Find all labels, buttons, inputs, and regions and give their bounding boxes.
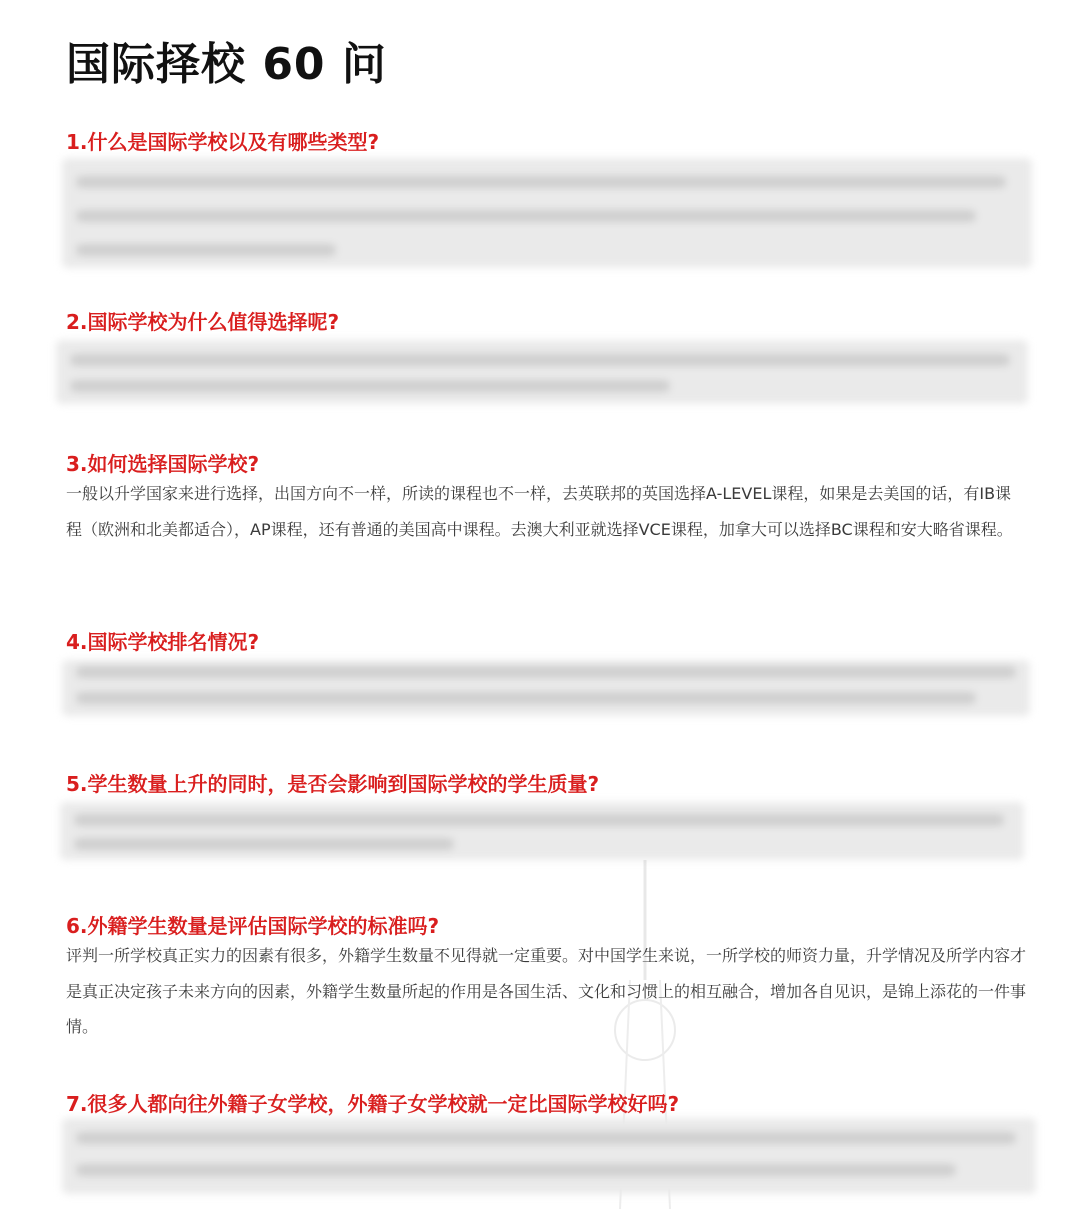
blurred-answer-1: [62, 158, 1032, 268]
question-5-heading: 5.学生数量上升的同时，是否会影响到国际学校的学生质量?: [66, 772, 600, 796]
answer-3-text: 一般以升学国家来进行选择，出国方向不一样，所读的课程也不一样，去英联邦的英国选择A-LEVEL课程，如果是去美国的话，有IB课程（欧洲和北美都适合），AP课程，还有普通的美国高中课程。去澳大利亚就选择VCE课程，加拿大可以选择BC课程和安大略省课程。: [66, 484, 1013, 539]
blurred-answer-4: [62, 660, 1030, 716]
question-3-heading: 3.如何选择国际学校?: [66, 452, 260, 476]
question-7-heading: 7.很多人都向往外籍子女学校，外籍子女学校就一定比国际学校好吗?: [66, 1092, 680, 1116]
blurred-answer-2: [56, 340, 1028, 404]
question-2-heading: 2.国际学校为什么值得选择呢?: [66, 310, 340, 334]
question-6-heading: 6.外籍学生数量是评估国际学校的标准吗?: [66, 914, 440, 938]
blurred-answer-7: [62, 1118, 1036, 1194]
question-1-heading: 1.什么是国际学校以及有哪些类型?: [66, 130, 380, 154]
page-title: 国际择校 60 问: [66, 39, 387, 90]
answer-6-text: 评判一所学校真正实力的因素有很多，外籍学生数量不见得就一定重要。对中国学生来说，一所学校的师资力量，升学情况及所学内容才是真正决定孩子未来方向的因素，外籍学生数量所起的作用是各国生活、文化和习惯上的相互融合，增加各自见识，是锦上添花的一件事情。: [66, 946, 1027, 1036]
question-4-heading: 4.国际学校排名情况?: [66, 630, 260, 654]
blurred-answer-5: [60, 802, 1024, 860]
